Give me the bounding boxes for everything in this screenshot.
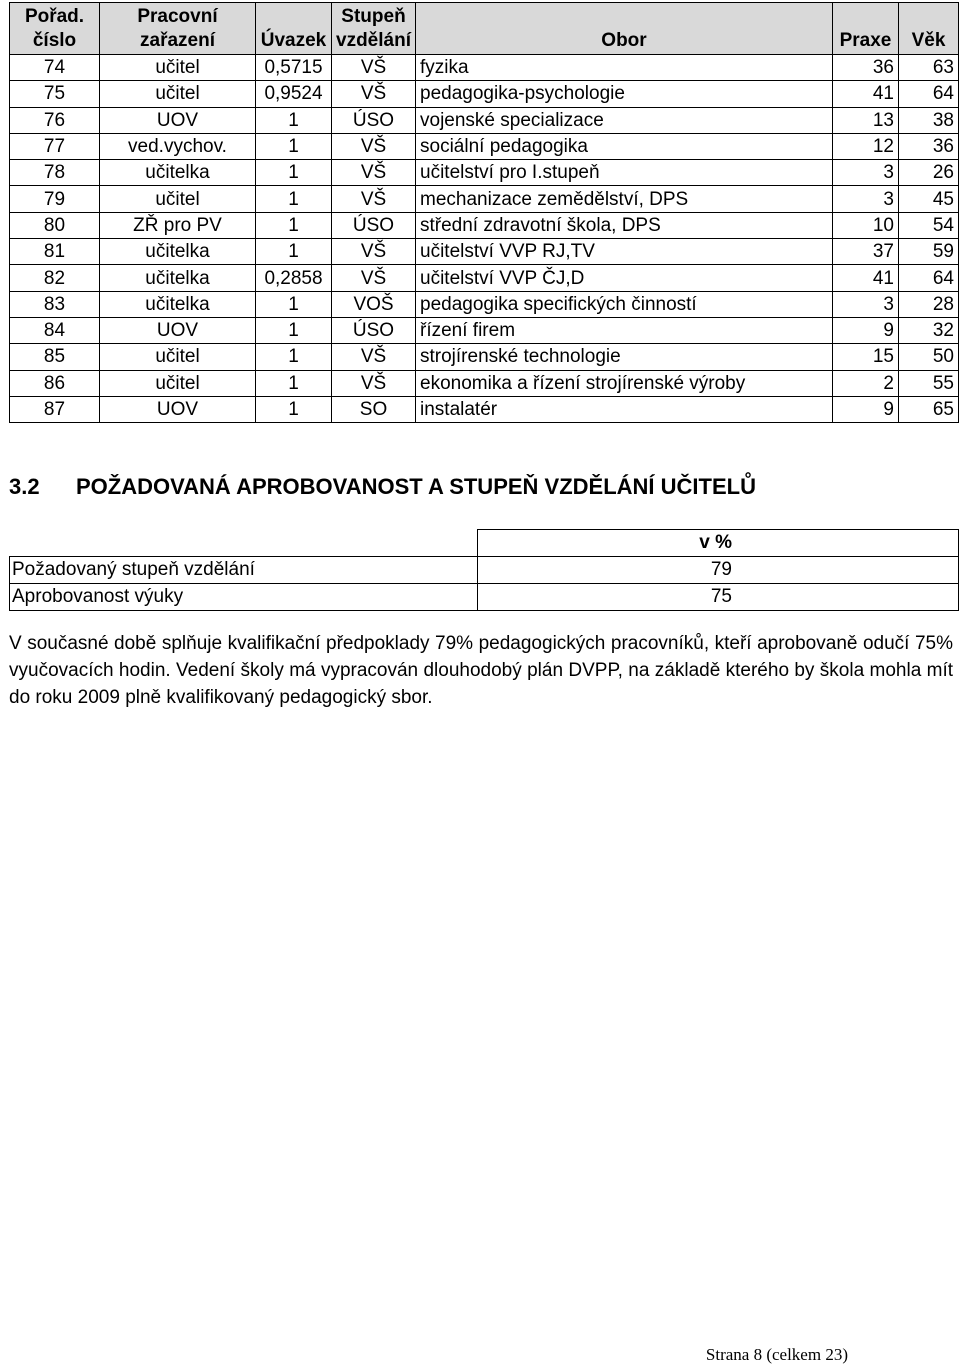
cell-field: učitelství pro I.stupeň bbox=[416, 160, 833, 186]
cell-field: řízení firem bbox=[416, 317, 833, 343]
cell-position: učitel bbox=[100, 370, 256, 396]
cell-position: učitelka bbox=[100, 265, 256, 291]
staff-table bbox=[9, 2, 959, 423]
requirements-label: Požadovaný stupeň vzdělání bbox=[10, 557, 478, 584]
requirements-header: v % bbox=[478, 530, 959, 557]
cell-field: ekonomika a řízení strojírenské výroby bbox=[416, 370, 833, 396]
cell-order: 83 bbox=[10, 291, 100, 317]
cell-age: 50 bbox=[899, 344, 959, 370]
cell-practice: 3 bbox=[833, 291, 899, 317]
cell-age: 64 bbox=[899, 81, 959, 107]
qualification-paragraph: V současné době splňuje kvalifikační předpoklady 79% pedagogických pracovníků, kteří aprobovaně odučí 75% vyučovacích hodin. Vedení školy má vypracován dlouhodobý plán DVPP, na základě kterého by škola mohla mít do roku 2009 plně kvalifikovaný pedagogický sbor. bbox=[9, 633, 953, 708]
table-row bbox=[10, 396, 959, 422]
cell-field: pedagogika-psychologie bbox=[416, 81, 833, 107]
cell-load: 1 bbox=[256, 212, 332, 238]
cell-practice: 3 bbox=[833, 186, 899, 212]
cell-load: 0,9524 bbox=[256, 81, 332, 107]
cell-education: ÚSO bbox=[332, 212, 416, 238]
cell-field: střední zdravotní škola, DPS bbox=[416, 212, 833, 238]
cell-age: 28 bbox=[899, 291, 959, 317]
cell-age: 26 bbox=[899, 160, 959, 186]
cell-field: učitelství VVP ČJ,D bbox=[416, 265, 833, 291]
cell-load: 1 bbox=[256, 344, 332, 370]
table-row bbox=[10, 344, 959, 370]
table-row bbox=[10, 317, 959, 343]
cell-load: 1 bbox=[256, 186, 332, 212]
cell-education: VŠ bbox=[332, 160, 416, 186]
table-row bbox=[10, 55, 959, 81]
cell-age: 54 bbox=[899, 212, 959, 238]
cell-load: 1 bbox=[256, 291, 332, 317]
cell-order: 74 bbox=[10, 55, 100, 81]
cell-practice: 3 bbox=[833, 160, 899, 186]
section-number: 3.2 bbox=[9, 474, 40, 499]
cell-practice: 41 bbox=[833, 265, 899, 291]
cell-order: 80 bbox=[10, 212, 100, 238]
table-row bbox=[10, 291, 959, 317]
cell-position: UOV bbox=[100, 317, 256, 343]
header-order: Pořad. číslo bbox=[10, 3, 100, 55]
cell-load: 1 bbox=[256, 396, 332, 422]
table-row bbox=[10, 186, 959, 212]
cell-field: instalatér bbox=[416, 396, 833, 422]
requirements-blank-cell bbox=[10, 530, 478, 557]
cell-practice: 9 bbox=[833, 396, 899, 422]
cell-load: 1 bbox=[256, 133, 332, 159]
cell-age: 38 bbox=[899, 107, 959, 133]
cell-practice: 15 bbox=[833, 344, 899, 370]
cell-field: učitelství VVP RJ,TV bbox=[416, 239, 833, 265]
cell-position: učitel bbox=[100, 55, 256, 81]
cell-position: učitelka bbox=[100, 239, 256, 265]
cell-practice: 2 bbox=[833, 370, 899, 396]
cell-age: 63 bbox=[899, 55, 959, 81]
cell-education: ÚSO bbox=[332, 317, 416, 343]
header-field: Obor bbox=[416, 3, 833, 55]
cell-order: 85 bbox=[10, 344, 100, 370]
page-footer: Strana 8 (celkem 23) bbox=[705, 1345, 848, 1364]
cell-field: mechanizace zemědělství, DPS bbox=[416, 186, 833, 212]
table-row bbox=[10, 107, 959, 133]
table-row bbox=[10, 133, 959, 159]
cell-order: 81 bbox=[10, 239, 100, 265]
cell-age: 36 bbox=[899, 133, 959, 159]
cell-order: 75 bbox=[10, 81, 100, 107]
cell-load: 1 bbox=[256, 239, 332, 265]
cell-position: UOV bbox=[100, 396, 256, 422]
header-age: Věk bbox=[899, 3, 959, 55]
cell-age: 65 bbox=[899, 396, 959, 422]
table-row bbox=[10, 81, 959, 107]
cell-field: sociální pedagogika bbox=[416, 133, 833, 159]
cell-position: učitel bbox=[100, 186, 256, 212]
requirements-value: 75 bbox=[478, 584, 959, 611]
cell-practice: 36 bbox=[833, 55, 899, 81]
table-row bbox=[10, 212, 959, 238]
cell-education: VŠ bbox=[332, 186, 416, 212]
cell-education: SO bbox=[332, 396, 416, 422]
header-position: Pracovní zařazení bbox=[100, 3, 256, 55]
cell-position: učitelka bbox=[100, 160, 256, 186]
cell-field: strojírenské technologie bbox=[416, 344, 833, 370]
cell-education: ÚSO bbox=[332, 107, 416, 133]
requirements-header-row bbox=[10, 530, 959, 557]
requirements-value: 79 bbox=[478, 557, 959, 584]
cell-position: ved.vychov. bbox=[100, 133, 256, 159]
section-heading bbox=[9, 474, 756, 500]
cell-education: VOŠ bbox=[332, 291, 416, 317]
cell-age: 64 bbox=[899, 265, 959, 291]
cell-age: 59 bbox=[899, 239, 959, 265]
table-row bbox=[10, 160, 959, 186]
cell-education: VŠ bbox=[332, 344, 416, 370]
cell-order: 84 bbox=[10, 317, 100, 343]
requirements-label: Aprobovanost výuky bbox=[10, 584, 478, 611]
cell-field: fyzika bbox=[416, 55, 833, 81]
section-title: POŽADOVANÁ APROBOVANOST A STUPEŇ VZDĚLÁNÍ UČITELŮ bbox=[76, 474, 756, 499]
cell-age: 45 bbox=[899, 186, 959, 212]
cell-order: 86 bbox=[10, 370, 100, 396]
cell-practice: 13 bbox=[833, 107, 899, 133]
cell-load: 1 bbox=[256, 370, 332, 396]
cell-order: 87 bbox=[10, 396, 100, 422]
cell-practice: 10 bbox=[833, 212, 899, 238]
cell-education: VŠ bbox=[332, 81, 416, 107]
staff-table-header bbox=[10, 3, 959, 55]
cell-practice: 9 bbox=[833, 317, 899, 343]
cell-order: 77 bbox=[10, 133, 100, 159]
cell-education: VŠ bbox=[332, 55, 416, 81]
cell-education: VŠ bbox=[332, 133, 416, 159]
cell-age: 55 bbox=[899, 370, 959, 396]
cell-load: 0,5715 bbox=[256, 55, 332, 81]
cell-practice: 37 bbox=[833, 239, 899, 265]
cell-field: vojenské specializace bbox=[416, 107, 833, 133]
cell-position: ZŘ pro PV bbox=[100, 212, 256, 238]
cell-education: VŠ bbox=[332, 370, 416, 396]
table-row bbox=[10, 370, 959, 396]
cell-load: 1 bbox=[256, 107, 332, 133]
cell-load: 0,2858 bbox=[256, 265, 332, 291]
cell-order: 76 bbox=[10, 107, 100, 133]
cell-position: učitel bbox=[100, 81, 256, 107]
header-practice: Praxe bbox=[833, 3, 899, 55]
staff-table-body bbox=[10, 55, 959, 423]
cell-education: VŠ bbox=[332, 265, 416, 291]
cell-load: 1 bbox=[256, 317, 332, 343]
cell-age: 32 bbox=[899, 317, 959, 343]
requirements-row bbox=[10, 557, 959, 584]
requirements-table bbox=[9, 529, 959, 611]
cell-load: 1 bbox=[256, 160, 332, 186]
cell-practice: 12 bbox=[833, 133, 899, 159]
cell-order: 82 bbox=[10, 265, 100, 291]
cell-education: VŠ bbox=[332, 239, 416, 265]
cell-position: UOV bbox=[100, 107, 256, 133]
table-row bbox=[10, 239, 959, 265]
cell-position: učitel bbox=[100, 344, 256, 370]
header-education: Stupeň vzdělání bbox=[332, 3, 416, 55]
cell-position: učitelka bbox=[100, 291, 256, 317]
cell-field: pedagogika specifických činností bbox=[416, 291, 833, 317]
requirements-row bbox=[10, 584, 959, 611]
table-row bbox=[10, 265, 959, 291]
cell-order: 79 bbox=[10, 186, 100, 212]
cell-practice: 41 bbox=[833, 81, 899, 107]
cell-order: 78 bbox=[10, 160, 100, 186]
header-load: Úvazek bbox=[256, 3, 332, 55]
